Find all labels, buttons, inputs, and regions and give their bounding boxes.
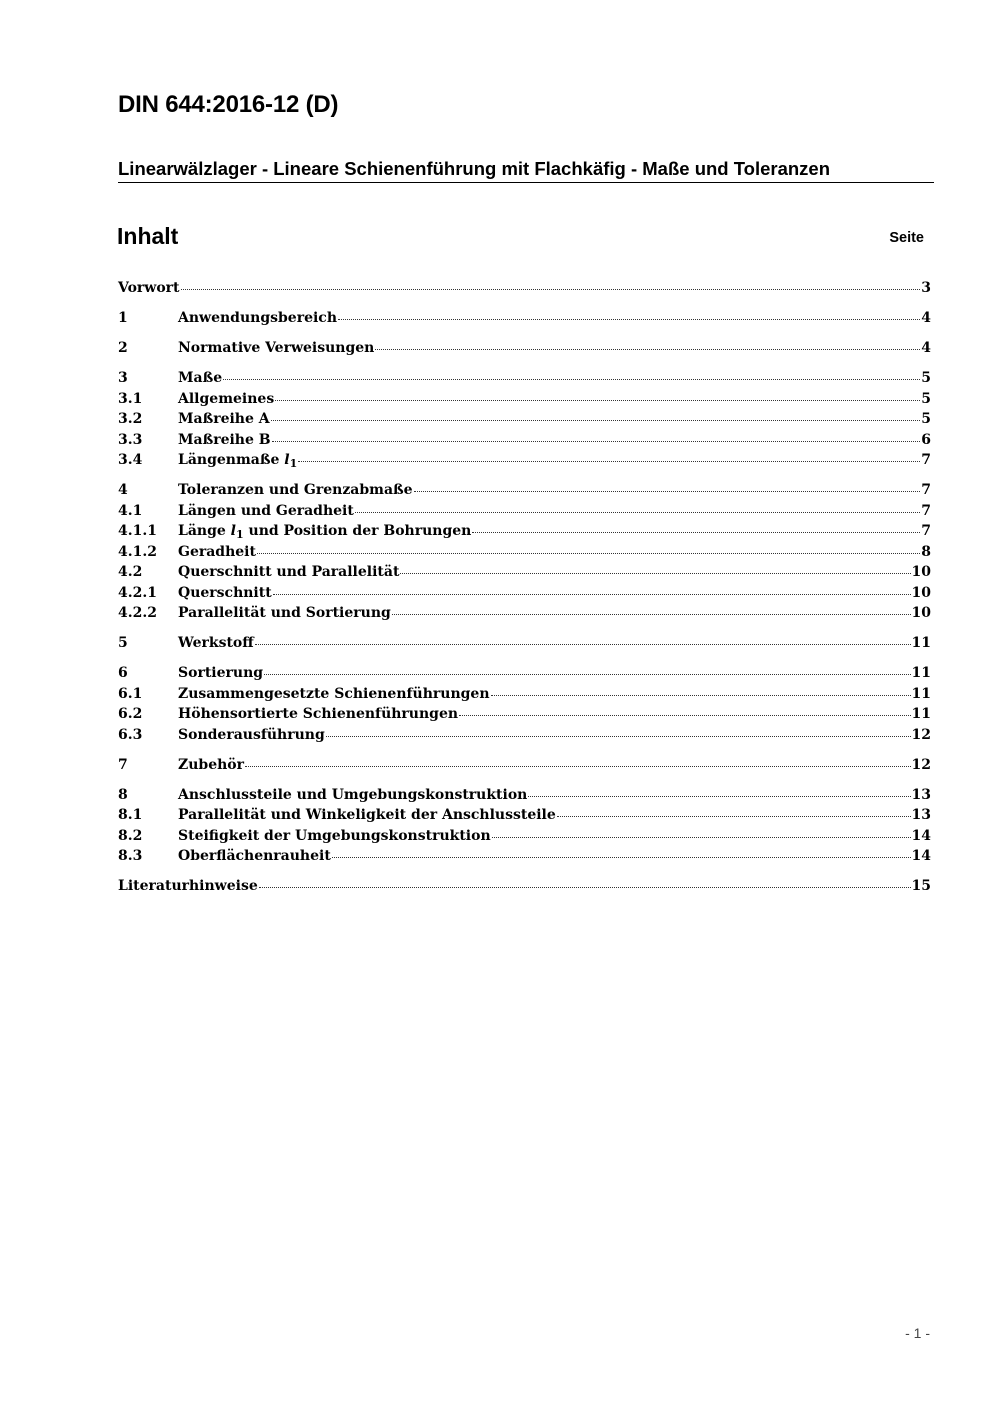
toc-entry-number: 4 [118,482,128,498]
toc-entry-title: Geradheit [178,543,256,560]
toc-entry-number: 4.1.2 [118,543,157,560]
toc-leader-dots [392,614,911,615]
toc-entry-title: Querschnitt und Parallelität [178,564,400,580]
toc-entry-title: Toleranzen und Grenzabmaße [178,482,413,498]
toc-entry[interactable] [118,633,931,654]
toc-entry-title: Werkstoff [178,635,254,651]
toc-heading: Inhalt [117,223,179,249]
toc-leader-dots [472,532,920,533]
toc-entry-page: 10 [911,564,931,580]
toc-entry[interactable] [118,308,931,329]
toc-entry-number: 3.1 [118,390,143,407]
toc-entry-title: Maße [178,370,223,386]
length-symbol: l [230,523,236,539]
table-of-contents [118,278,931,897]
toc-entry-number: 8.3 [118,848,143,864]
toc-entry-page: 15 [911,878,931,894]
toc-entry[interactable] [118,480,931,501]
toc-entry-title: Sonderausführung [178,726,325,743]
toc-entry-page: 11 [911,706,931,722]
toc-entry[interactable] [118,521,931,542]
length-symbol-subscript: 1 [236,528,244,541]
toc-entry[interactable] [118,389,931,410]
toc-entry-page: 12 [911,756,931,773]
toc-entry[interactable] [118,785,931,806]
toc-leader-dots [257,553,920,554]
toc-entry-title: Längen und Geradheit [178,502,354,519]
toc-entry-page: 14 [911,827,931,844]
toc-entry[interactable] [118,430,931,451]
toc-leader-dots [400,573,910,574]
toc-entry-page: 5 [921,411,931,427]
toc-leader-dots [181,289,921,290]
toc-entry[interactable] [118,409,931,430]
toc-entry-title: Maßreihe B [178,431,271,448]
toc-entry[interactable] [118,368,931,389]
toc-entry-number: 8 [118,786,128,803]
toc-entry-page: 8 [921,543,931,560]
toc-entry-page: 5 [921,390,931,407]
toc-entry-number: 3.3 [118,431,143,448]
toc-entry-number: 1 [118,310,128,326]
toc-entry-title: Steifigkeit der Umgebungskonstruktion [178,827,491,844]
toc-entry-number: 7 [118,756,128,773]
toc-entry-page: 5 [921,370,931,386]
toc-leader-dots [459,715,910,716]
toc-entry-number: 8.1 [118,807,143,823]
toc-entry[interactable] [118,583,931,604]
toc-entry-title: Zubehör [178,756,244,773]
toc-leader-dots [375,349,920,350]
toc-entry-page: 13 [911,807,931,823]
toc-entry-number: 3.2 [118,411,143,427]
toc-leader-dots [414,491,921,492]
toc-entry-title: Sortierung [178,665,264,681]
toc-entry-title: Anwendungsbereich [178,310,337,326]
toc-entry[interactable] [118,755,931,776]
toc-entry-title: Parallelität und Sortierung [178,605,391,621]
page-number: - 1 - [905,1325,930,1341]
toc-entry-title: Vorwort [118,280,180,296]
toc-entry-number: 4.1.1 [118,523,157,539]
toc-entry[interactable] [118,338,931,359]
toc-entry-title: Literaturhinweise [118,878,258,894]
toc-entry-page: 12 [911,726,931,743]
toc-entry-number: 2 [118,340,128,356]
toc-entry-title-rest: und Position der Bohrungen [248,523,472,539]
toc-leader-dots [492,837,911,838]
toc-entry-title [178,521,471,542]
toc-entry-page: 14 [911,848,931,864]
toc-entry[interactable] [118,562,931,583]
toc-entry-page: 7 [921,482,931,498]
toc-leader-dots [326,736,911,737]
toc-entry-number: 4.1 [118,502,143,519]
toc-entry-page: 6 [921,431,931,448]
toc-leader-dots [275,400,920,401]
toc-leader-dots [557,816,911,817]
toc-entry-number: 8.2 [118,827,143,844]
toc-leader-dots [528,796,910,797]
toc-entry-page: 11 [911,665,931,681]
toc-entry-title: Querschnitt [178,584,272,601]
toc-entry-title: Parallelität und Winkeligkeit der Anschlussteile [178,807,556,823]
toc-leader-dots [491,695,911,696]
toc-leader-dots [272,441,921,442]
toc-entry[interactable] [118,725,931,746]
toc-leader-dots [298,461,920,462]
toc-entry-title [178,450,297,471]
toc-entry-page: 7 [921,523,931,539]
toc-entry[interactable] [118,805,931,826]
toc-entry-page: 10 [911,605,931,621]
toc-entry[interactable] [118,704,931,725]
toc-entry[interactable] [118,663,931,684]
toc-entry-title: Maßreihe A [178,411,270,427]
toc-leader-dots [273,594,911,595]
toc-entry-title: Höhensortierte Schienenführungen [178,706,459,722]
toc-leader-dots [355,512,920,513]
toc-entry-page: 4 [921,340,931,356]
toc-entry-page: 13 [911,786,931,803]
toc-entry[interactable] [118,876,931,897]
toc-entry-title: Anschlussteile und Umgebungskonstruktion [178,786,528,803]
toc-entry-page: 4 [921,310,931,326]
document-title: DIN 644:2016-12 (D) [118,91,339,118]
toc-leader-dots [255,644,911,645]
toc-leader-dots [332,857,911,858]
toc-entry-number: 4.2 [118,564,143,580]
length-symbol-subscript: 1 [289,457,298,470]
toc-entry-title: Oberflächenrauheit [178,848,331,864]
toc-entry[interactable] [118,684,931,705]
toc-entry-page: 11 [911,635,931,651]
toc-entry-title-text: Längenmaße [178,452,280,468]
toc-entry[interactable] [118,846,931,867]
toc-entry-title: Normative Verweisungen [178,340,375,356]
toc-page-column-label: Seite [889,230,924,246]
document-subtitle: Linearwälzlager - Lineare Schienenführung mit Flachkäfig - Maße und Toleranzen [118,158,934,183]
toc-entry-page: 7 [921,452,931,468]
toc-entry-number: 4.2.2 [118,605,157,621]
toc-entry[interactable] [118,542,931,563]
toc-entry-number: 6.1 [118,685,143,702]
toc-entry[interactable] [118,450,931,471]
toc-entry-number: 6.3 [118,726,143,743]
toc-leader-dots [271,420,921,421]
toc-leader-dots [338,319,920,320]
toc-entry-number: 6.2 [118,706,143,722]
toc-entry-page: 10 [911,584,931,601]
toc-entry[interactable] [118,826,931,847]
toc-leader-dots [259,887,911,888]
toc-entry-title-text: Länge [178,523,226,539]
toc-entry-title: Allgemeines [178,390,275,407]
toc-entry[interactable] [118,501,931,522]
toc-entry-title: Zusammengesetzte Schienenführungen [178,685,490,702]
toc-entry-number: 5 [118,635,128,651]
toc-leader-dots [245,766,911,767]
length-symbol: l [284,452,290,468]
toc-entry[interactable] [118,278,931,299]
toc-entry-page: 3 [921,280,931,296]
toc-entry-page: 11 [911,685,931,702]
toc-leader-dots [223,379,920,380]
toc-entry[interactable] [118,603,931,624]
toc-entry-number: 6 [118,665,128,681]
toc-entry-page: 7 [921,502,931,519]
toc-entry-number: 3.4 [118,452,143,468]
toc-entry-number: 3 [118,370,128,386]
toc-leader-dots [264,674,910,675]
toc-entry-number: 4.2.1 [118,584,157,601]
